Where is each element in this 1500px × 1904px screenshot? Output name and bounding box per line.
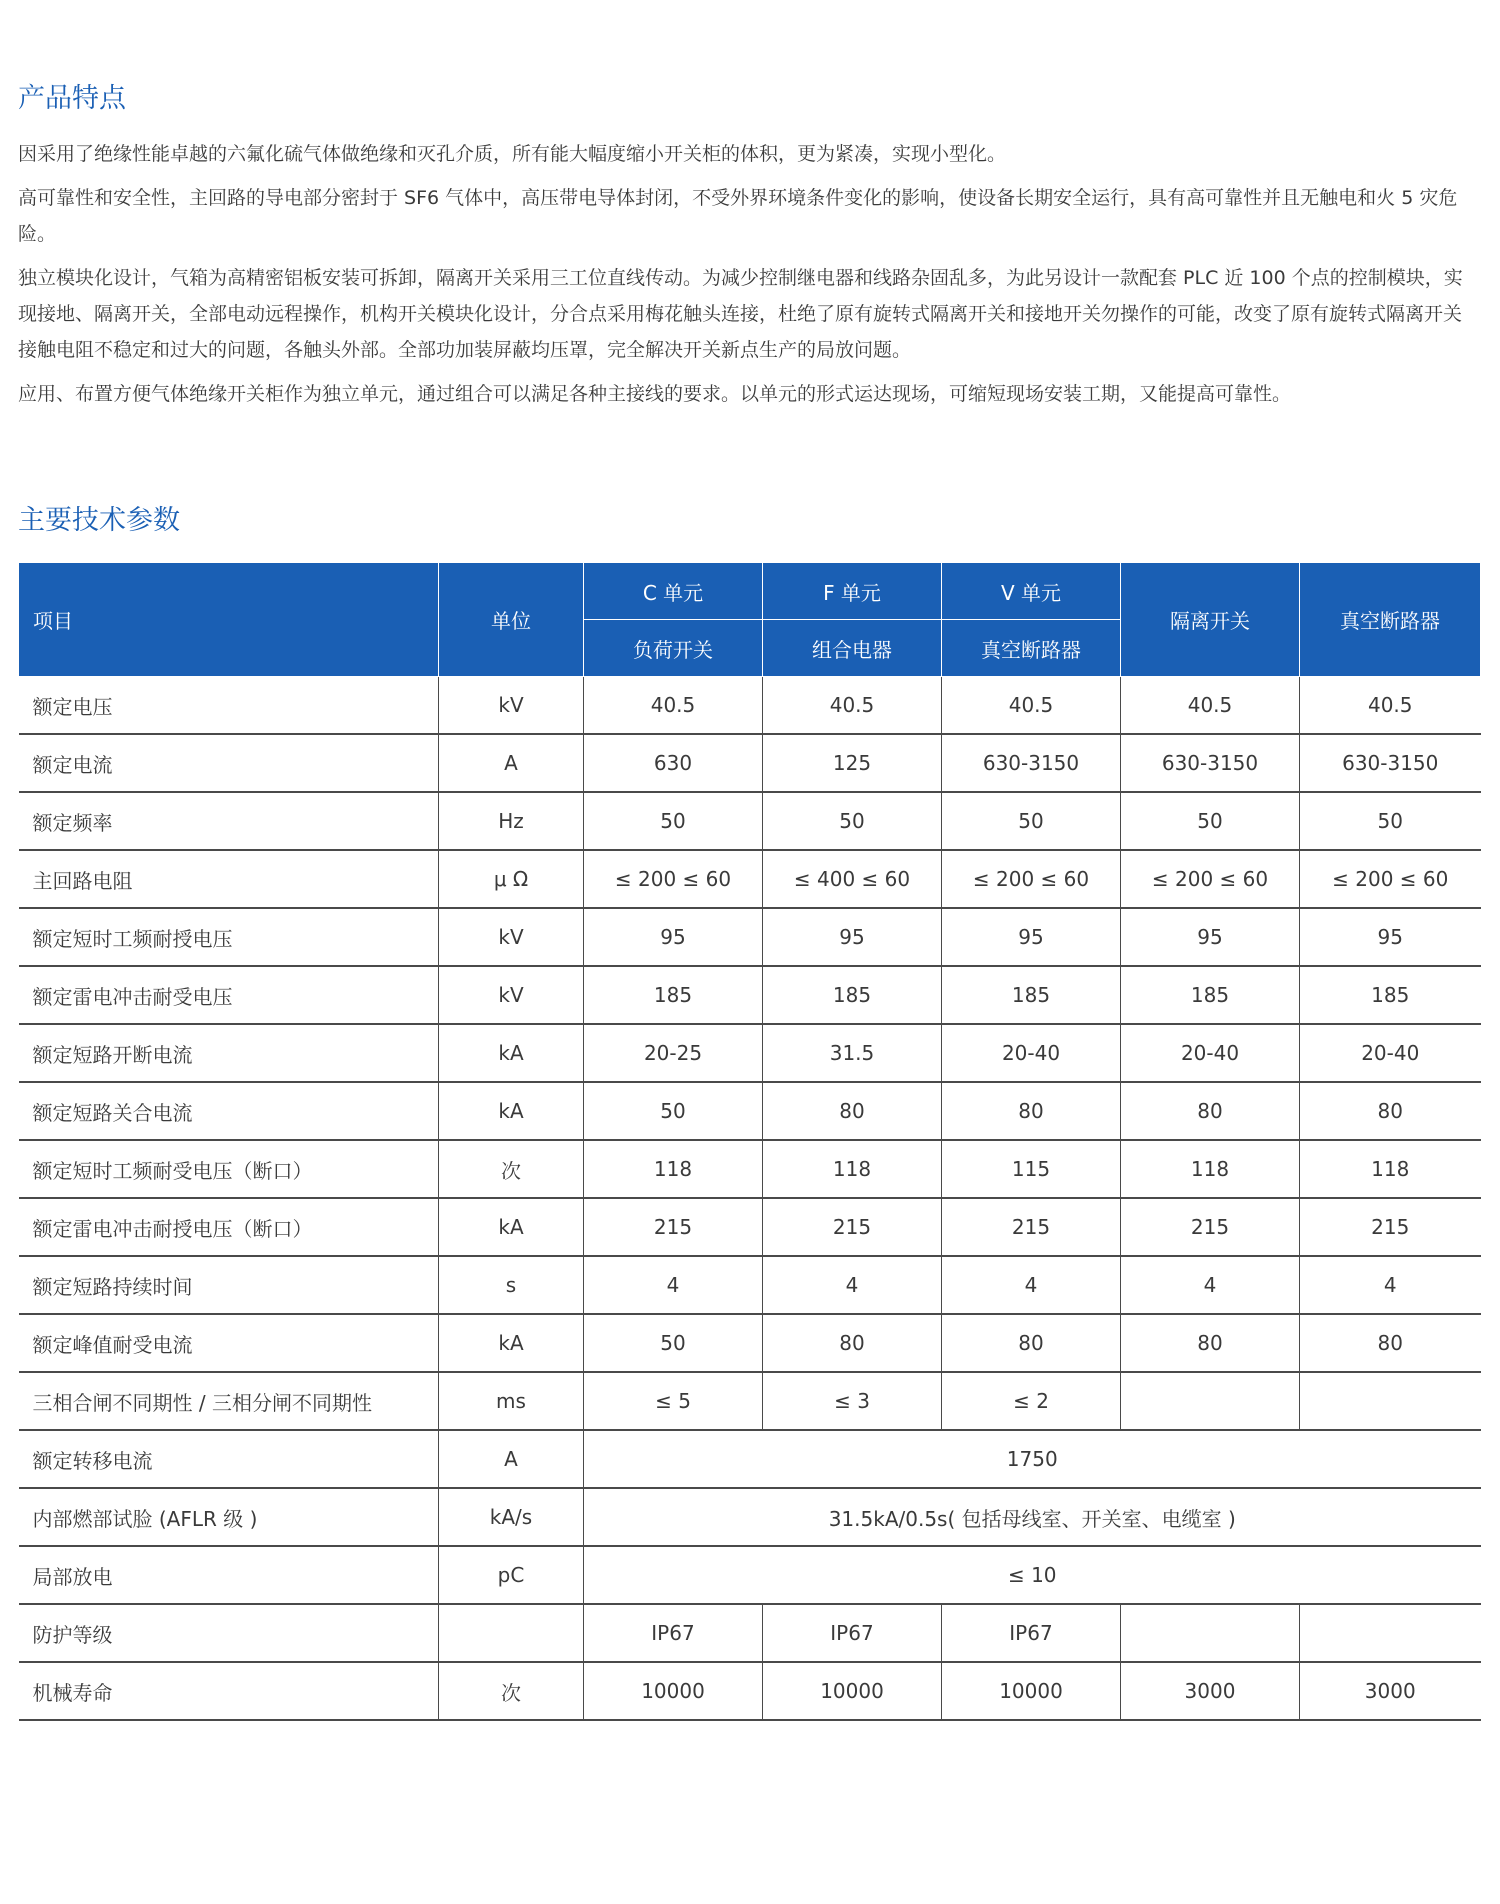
row-item: 机械寿命 xyxy=(19,1662,439,1720)
row-unit: kA xyxy=(439,1024,584,1082)
row-item: 额定短路开断电流 xyxy=(19,1024,439,1082)
row-value: 10000 xyxy=(584,1662,763,1720)
row-value: 20-40 xyxy=(1300,1024,1481,1082)
row-value: 95 xyxy=(1300,908,1481,966)
row-value: 40.5 xyxy=(942,677,1121,735)
header-c-sub: 负荷开关 xyxy=(584,620,763,677)
row-value: 80 xyxy=(1121,1082,1300,1140)
table-row xyxy=(19,850,1481,908)
feature-paragraph: 因采用了绝缘性能卓越的六氟化硫气体做绝缘和灭孔介质，所有能大幅度缩小开关柜的体积，更为紧凑，实现小型化。 xyxy=(18,143,1007,165)
row-merged-value: 1750 xyxy=(584,1430,1481,1488)
row-unit: kA xyxy=(439,1082,584,1140)
row-value: 50 xyxy=(942,792,1121,850)
feature-paragraph: 高可靠性和安全性，主回路的导电部分密封于 SF6 气体中，高压带电导体封闭，不受外界环境条件变化的影响，使设备长期安全运行，具有高可靠性并且无触电和火 5 灾危险。 xyxy=(18,187,1458,245)
row-unit: kA xyxy=(439,1198,584,1256)
row-value: 4 xyxy=(584,1256,763,1314)
row-value: 118 xyxy=(763,1140,942,1198)
header-isolator: 隔离开关 xyxy=(1121,563,1300,677)
row-item: 额定峰值耐受电流 xyxy=(19,1314,439,1372)
row-value xyxy=(1300,1604,1481,1662)
row-item: 主回路电阻 xyxy=(19,850,439,908)
row-value: 4 xyxy=(1300,1256,1481,1314)
row-value: ≤ 200 ≤ 60 xyxy=(1121,850,1300,908)
row-value xyxy=(1300,1372,1481,1430)
row-value: 95 xyxy=(584,908,763,966)
row-item: 三相合闸不同期性 / 三相分闸不同期性 xyxy=(19,1372,439,1430)
row-value: 50 xyxy=(584,792,763,850)
row-value: 185 xyxy=(1121,966,1300,1024)
row-value: 185 xyxy=(942,966,1121,1024)
specs-title: 主要技术参数 xyxy=(18,505,180,536)
feature-paragraph: 独立模块化设计，气箱为高精密铝板安装可拆卸，隔离开关采用三工位直线传动。为减少控制继电器和线路杂固乱多，为此另设计一款配套 PLC 近 100 个点的控制模块，实现接地、隔离开关，全部电动远程操作，机构开关模块化设计，分合点采用梅花触头连接，杜绝了原有旋转式隔离开关和接地开关勿操作的可能，改变了原有旋转式隔离开关接触电阻不稳定和过大的问题，各触头外部。全部功加装屏蔽均压罩，完全解决开关新点生产的局放问题。 xyxy=(18,267,1463,361)
header-c-unit: C 单元 xyxy=(584,563,763,620)
row-value: 215 xyxy=(763,1198,942,1256)
row-unit: s xyxy=(439,1256,584,1314)
row-value: 50 xyxy=(1300,792,1481,850)
header-v-unit: V 单元 xyxy=(942,563,1121,620)
row-item: 额定短时工频耐授电压 xyxy=(19,908,439,966)
row-value: 50 xyxy=(1121,792,1300,850)
row-item: 额定雷电冲击耐授电压（断口） xyxy=(19,1198,439,1256)
row-value: 115 xyxy=(942,1140,1121,1198)
row-value: 118 xyxy=(1121,1140,1300,1198)
row-item: 额定电压 xyxy=(19,677,439,735)
row-value: 125 xyxy=(763,734,942,792)
features-title: 产品特点 xyxy=(18,83,126,114)
row-unit: A xyxy=(439,1430,584,1488)
row-value: 80 xyxy=(1300,1314,1481,1372)
row-value: IP67 xyxy=(763,1604,942,1662)
table-row xyxy=(19,966,1481,1024)
row-value: ≤ 2 xyxy=(942,1372,1121,1430)
row-item: 额定频率 xyxy=(19,792,439,850)
row-value: 95 xyxy=(942,908,1121,966)
row-item: 额定短时工频耐受电压（断口） xyxy=(19,1140,439,1198)
table-row xyxy=(19,1314,1481,1372)
row-value: 10000 xyxy=(763,1662,942,1720)
row-value: 630-3150 xyxy=(1121,734,1300,792)
row-value: 3000 xyxy=(1300,1662,1481,1720)
row-value: 630-3150 xyxy=(942,734,1121,792)
spec-table xyxy=(18,562,1481,1721)
row-value: 40.5 xyxy=(584,677,763,735)
row-value: 185 xyxy=(1300,966,1481,1024)
row-item: 内部燃部试脸 (AFLR 级 ) xyxy=(19,1488,439,1546)
row-value: 80 xyxy=(942,1314,1121,1372)
table-row xyxy=(19,1430,1481,1488)
row-item: 防护等级 xyxy=(19,1604,439,1662)
row-value: 185 xyxy=(584,966,763,1024)
header-f-unit: F 单元 xyxy=(763,563,942,620)
row-unit: Hz xyxy=(439,792,584,850)
header-f-sub: 组合电器 xyxy=(763,620,942,677)
row-unit: μ Ω xyxy=(439,850,584,908)
row-value: 185 xyxy=(763,966,942,1024)
table-row xyxy=(19,908,1481,966)
header-row xyxy=(19,563,1481,620)
row-value: 630 xyxy=(584,734,763,792)
row-value: 80 xyxy=(942,1082,1121,1140)
row-item: 局部放电 xyxy=(19,1546,439,1604)
row-value: 630-3150 xyxy=(1300,734,1481,792)
header-unit: 单位 xyxy=(439,563,584,677)
row-value: 80 xyxy=(763,1314,942,1372)
row-unit: ms xyxy=(439,1372,584,1430)
row-item: 额定短路关合电流 xyxy=(19,1082,439,1140)
table-row xyxy=(19,792,1481,850)
row-value: 4 xyxy=(763,1256,942,1314)
table-row xyxy=(19,1024,1481,1082)
row-value: 80 xyxy=(763,1082,942,1140)
table-row xyxy=(19,1082,1481,1140)
row-value: 20-25 xyxy=(584,1024,763,1082)
row-value: 40.5 xyxy=(763,677,942,735)
row-value: 50 xyxy=(763,792,942,850)
row-value: 95 xyxy=(763,908,942,966)
row-value: 40.5 xyxy=(1300,677,1481,735)
feature-paragraph: 应用、布置方便气体绝缘开关柜作为独立单元，通过组合可以满足各种主接线的要求。以单元的形式运达现场，可缩短现场安装工期，又能提高可靠性。 xyxy=(18,383,1292,405)
table-row xyxy=(19,1604,1481,1662)
row-unit xyxy=(439,1604,584,1662)
row-value: 80 xyxy=(1300,1082,1481,1140)
row-unit: 次 xyxy=(439,1140,584,1198)
features-body xyxy=(18,136,1480,420)
row-value: 40.5 xyxy=(1121,677,1300,735)
row-value: ≤ 200 ≤ 60 xyxy=(942,850,1121,908)
row-value: IP67 xyxy=(584,1604,763,1662)
table-row xyxy=(19,1662,1481,1720)
row-value: 20-40 xyxy=(942,1024,1121,1082)
row-unit: pC xyxy=(439,1546,584,1604)
table-row xyxy=(19,677,1481,735)
table-row xyxy=(19,1546,1481,1604)
row-value xyxy=(1121,1604,1300,1662)
row-unit: kV xyxy=(439,966,584,1024)
row-merged-value: 31.5kA/0.5s( 包括母线室、开关室、电缆室 ) xyxy=(584,1488,1481,1546)
row-value: 4 xyxy=(1121,1256,1300,1314)
row-value: ≤ 200 ≤ 60 xyxy=(584,850,763,908)
row-value: 118 xyxy=(584,1140,763,1198)
header-item: 项目 xyxy=(19,563,439,677)
row-item: 额定转移电流 xyxy=(19,1430,439,1488)
table-row xyxy=(19,1488,1481,1546)
header-v-sub: 真空断路器 xyxy=(942,620,1121,677)
row-value: ≤ 200 ≤ 60 xyxy=(1300,850,1481,908)
row-item: 额定电流 xyxy=(19,734,439,792)
row-item: 额定短路持续时间 xyxy=(19,1256,439,1314)
row-unit: kV xyxy=(439,677,584,735)
row-value: 215 xyxy=(584,1198,763,1256)
row-unit: kA/s xyxy=(439,1488,584,1546)
table-row xyxy=(19,734,1481,792)
row-value: 3000 xyxy=(1121,1662,1300,1720)
row-merged-value: ≤ 10 xyxy=(584,1546,1481,1604)
row-value: 20-40 xyxy=(1121,1024,1300,1082)
row-value: 50 xyxy=(584,1314,763,1372)
row-value: 215 xyxy=(942,1198,1121,1256)
row-value: 10000 xyxy=(942,1662,1121,1720)
table-row xyxy=(19,1140,1481,1198)
row-value: 50 xyxy=(584,1082,763,1140)
row-value: 80 xyxy=(1121,1314,1300,1372)
row-value: 215 xyxy=(1121,1198,1300,1256)
row-unit: A xyxy=(439,734,584,792)
row-value: ≤ 5 xyxy=(584,1372,763,1430)
row-value: ≤ 3 xyxy=(763,1372,942,1430)
row-unit: 次 xyxy=(439,1662,584,1720)
row-value: IP67 xyxy=(942,1604,1121,1662)
row-value: 31.5 xyxy=(763,1024,942,1082)
row-unit: kA xyxy=(439,1314,584,1372)
row-value: 215 xyxy=(1300,1198,1481,1256)
table-row xyxy=(19,1372,1481,1430)
row-value xyxy=(1121,1372,1300,1430)
row-value: 118 xyxy=(1300,1140,1481,1198)
row-value: 95 xyxy=(1121,908,1300,966)
row-unit: kV xyxy=(439,908,584,966)
row-item: 额定雷电冲击耐受电压 xyxy=(19,966,439,1024)
row-value: 4 xyxy=(942,1256,1121,1314)
table-row xyxy=(19,1256,1481,1314)
row-value: ≤ 400 ≤ 60 xyxy=(763,850,942,908)
header-vcb: 真空断路器 xyxy=(1300,563,1481,677)
table-row xyxy=(19,1198,1481,1256)
